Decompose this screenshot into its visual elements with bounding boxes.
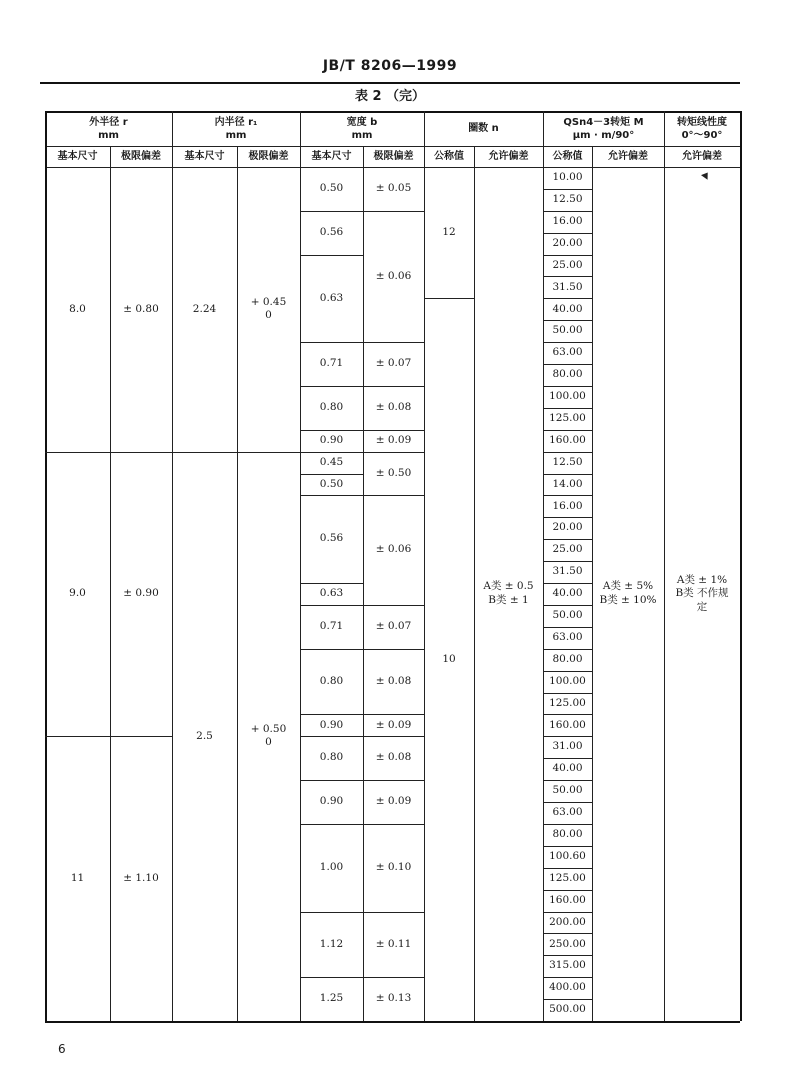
- table-caption: 表 2 （完）: [354, 89, 426, 104]
- row-divider: [300, 211, 363, 212]
- row-divider: [45, 452, 172, 453]
- row-divider: [543, 342, 592, 343]
- row-divider: [543, 430, 592, 431]
- row-divider: [300, 495, 363, 496]
- width-tolerance: ± 0.09: [375, 433, 412, 446]
- column-divider: [664, 111, 665, 1021]
- torque-nominal: 100.60: [549, 849, 586, 862]
- row-divider: [363, 714, 424, 715]
- row-divider: [543, 211, 592, 212]
- row-divider: [543, 233, 592, 234]
- outer-radius-tolerance: ± 0.80: [123, 302, 159, 315]
- width-size: 1.25: [319, 992, 344, 1005]
- width-size: 0.63: [319, 587, 344, 600]
- row-divider: [543, 255, 592, 256]
- torque-nominal: 250.00: [549, 937, 586, 950]
- row-divider: [300, 736, 363, 737]
- row-divider: [363, 386, 424, 387]
- width-size: 0.90: [319, 433, 344, 446]
- row-divider: [543, 452, 592, 453]
- outer-radius-tolerance: ± 0.90: [123, 587, 159, 600]
- row-divider: [543, 474, 592, 475]
- row-divider: [363, 452, 424, 453]
- outer-radius-size: 11: [70, 871, 85, 884]
- header-bottom-rule: [45, 167, 740, 168]
- torque-nominal: 63.00: [552, 346, 583, 359]
- row-divider: [543, 189, 592, 190]
- row-divider: [543, 714, 592, 715]
- column-divider: [424, 111, 425, 1021]
- row-divider: [363, 605, 424, 606]
- width-tolerance: ± 0.05: [375, 182, 412, 195]
- row-divider: [543, 276, 592, 277]
- torque-nominal: 20.00: [552, 236, 583, 249]
- torque-nominal: 31.00: [552, 740, 583, 753]
- row-divider: [543, 758, 592, 759]
- column-divider: [172, 111, 173, 1021]
- torque-nominal: 40.00: [552, 762, 583, 775]
- row-divider: [300, 583, 363, 584]
- torque-nominal: 80.00: [552, 368, 583, 381]
- column-subheader: 基本尺寸: [57, 151, 98, 162]
- torque-nominal: 10.00: [552, 171, 583, 184]
- width-tolerance: ± 0.13: [375, 992, 412, 1005]
- column-subheader: 公称值: [434, 151, 464, 162]
- torque-nominal: 40.00: [552, 302, 583, 315]
- inner-radius-size: 2.24: [192, 302, 217, 315]
- torque-nominal: 100.00: [549, 674, 586, 687]
- row-divider: [300, 912, 363, 913]
- subheader-rule: [45, 146, 740, 147]
- torque-nominal: 50.00: [552, 609, 583, 622]
- row-divider: [363, 342, 424, 343]
- torque-nominal: 400.00: [549, 981, 586, 994]
- width-tolerance: ± 0.11: [375, 937, 412, 950]
- row-divider: [543, 933, 592, 934]
- row-divider: [424, 298, 474, 299]
- column-subheader: 极限偏差: [248, 151, 289, 162]
- column-divider: [592, 146, 593, 1021]
- column-subheader: 极限偏差: [373, 151, 414, 162]
- torque-nominal: 20.00: [552, 521, 583, 534]
- row-divider: [45, 736, 172, 737]
- turns-tolerance: A类 ± 0.5 B类 ± 1: [483, 580, 534, 606]
- row-divider: [543, 495, 592, 496]
- column-divider: [237, 146, 238, 1021]
- column-subheader: 允许偏差: [682, 151, 722, 162]
- column-divider: [300, 111, 301, 1021]
- row-divider: [300, 649, 363, 650]
- torque-nominal: 125.00: [549, 696, 586, 709]
- width-tolerance: ± 0.07: [375, 620, 412, 632]
- linearity-tolerance: A类 ± 1% B类 不作规 定: [675, 573, 729, 613]
- width-tolerance: ± 0.06: [375, 543, 412, 556]
- page-number: 6: [58, 1042, 66, 1056]
- row-divider: [543, 298, 592, 299]
- torque-nominal: 25.00: [552, 258, 583, 271]
- width-size: 1.12: [319, 937, 344, 950]
- torque-nominal: 12.50: [552, 455, 583, 468]
- inner-radius-size: 2.5: [196, 729, 213, 742]
- width-tolerance: ± 0.09: [375, 795, 412, 808]
- row-divider: [543, 846, 592, 847]
- row-divider: [300, 430, 363, 431]
- column-divider: [543, 111, 544, 1021]
- row-divider: [363, 977, 424, 978]
- width-size: 0.71: [319, 357, 344, 370]
- column-divider: [363, 146, 364, 1021]
- row-divider: [363, 211, 424, 212]
- row-divider: [363, 736, 424, 737]
- row-divider: [543, 890, 592, 891]
- torque-nominal: 160.00: [549, 718, 586, 731]
- row-divider: [543, 561, 592, 562]
- row-divider: [543, 824, 592, 825]
- row-divider: [543, 539, 592, 540]
- torque-nominal: 160.00: [549, 893, 586, 906]
- turns-nominal: 12: [442, 225, 456, 238]
- torque-nominal: 16.00: [552, 214, 583, 227]
- torque-nominal: 50.00: [552, 324, 583, 337]
- column-subheader: 基本尺寸: [311, 151, 352, 162]
- width-tolerance: ± 0.10: [375, 860, 412, 873]
- row-divider: [543, 955, 592, 956]
- torque-nominal: 315.00: [549, 959, 586, 972]
- width-tolerance: ± 0.50: [375, 466, 412, 479]
- row-divider: [543, 364, 592, 365]
- column-subheader: 基本尺寸: [184, 151, 225, 162]
- width-size: 0.90: [319, 718, 344, 731]
- width-size: 0.80: [319, 674, 344, 687]
- row-divider: [300, 824, 363, 825]
- column-subheader: 允许偏差: [608, 151, 648, 162]
- row-divider: [543, 320, 592, 321]
- row-divider: [363, 824, 424, 825]
- row-divider: [300, 452, 363, 453]
- width-tolerance: ± 0.06: [375, 269, 412, 282]
- torque-nominal: 100.00: [549, 390, 586, 403]
- torque-nominal: 80.00: [552, 828, 583, 841]
- row-divider: [300, 255, 363, 256]
- width-tolerance: ± 0.08: [375, 751, 412, 764]
- width-size: 0.63: [319, 291, 344, 304]
- width-size: 0.90: [319, 795, 344, 808]
- row-divider: [363, 912, 424, 913]
- torque-nominal: 31.50: [552, 565, 583, 578]
- row-divider: [363, 780, 424, 781]
- row-divider: [543, 583, 592, 584]
- row-divider: [300, 342, 363, 343]
- row-divider: [543, 736, 592, 737]
- row-divider: [543, 977, 592, 978]
- torque-nominal: 31.50: [552, 280, 583, 293]
- row-divider: [543, 868, 592, 869]
- column-divider: [110, 146, 111, 1021]
- column-subheader: 允许偏差: [488, 151, 529, 162]
- row-divider: [300, 386, 363, 387]
- width-tolerance: ± 0.07: [375, 357, 412, 370]
- width-tolerance: ± 0.08: [375, 674, 412, 687]
- width-size: 0.56: [319, 532, 344, 545]
- row-divider: [543, 649, 592, 650]
- turns-nominal: 10: [442, 652, 456, 665]
- column-group-header: 转矩线性度 0°～90°: [677, 116, 727, 141]
- row-divider: [543, 912, 592, 913]
- row-divider: [543, 780, 592, 781]
- document-code: JB/T 8206—1999: [322, 58, 458, 74]
- outer-radius-size: 8.0: [69, 302, 86, 315]
- width-size: 0.56: [319, 225, 344, 238]
- width-size: 0.80: [319, 401, 344, 414]
- row-divider: [543, 605, 592, 606]
- column-divider: [474, 146, 475, 1021]
- row-divider: [543, 517, 592, 518]
- torque-nominal: 200.00: [549, 915, 586, 928]
- torque-nominal: 80.00: [552, 652, 583, 665]
- width-size: 1.00: [319, 860, 344, 873]
- width-size: 0.45: [319, 455, 344, 468]
- row-divider: [543, 999, 592, 1000]
- torque-nominal: 16.00: [552, 499, 583, 512]
- row-divider: [543, 627, 592, 628]
- column-group-header: 圈数 n: [468, 123, 499, 134]
- torque-nominal: 500.00: [549, 1003, 586, 1016]
- inner-radius-tolerance: + 0.50 0: [250, 722, 287, 749]
- torque-tolerance: A类 ± 5% B类 ± 10%: [599, 580, 657, 606]
- row-divider: [300, 474, 363, 475]
- column-group-header: 宽度 b mm: [346, 116, 378, 141]
- column-group-header: 外半径 r mm: [89, 116, 128, 141]
- row-divider: [300, 780, 363, 781]
- inner-radius-tolerance: + 0.45 0: [250, 295, 287, 322]
- torque-nominal: 25.00: [552, 543, 583, 556]
- row-divider: [363, 649, 424, 650]
- row-divider: [172, 452, 300, 453]
- table-left-border: [45, 111, 47, 1021]
- torque-nominal: 40.00: [552, 587, 583, 600]
- width-size: 0.71: [319, 620, 344, 632]
- outer-radius-size: 9.0: [69, 587, 86, 600]
- torque-nominal: 63.00: [552, 630, 583, 643]
- torque-nominal: 63.00: [552, 806, 583, 819]
- width-size: 0.50: [319, 477, 344, 490]
- row-divider: [543, 693, 592, 694]
- torque-nominal: 50.00: [552, 784, 583, 797]
- torque-nominal: 160.00: [549, 433, 586, 446]
- table-top-border: [45, 111, 740, 113]
- row-divider: [543, 408, 592, 409]
- row-divider: [300, 977, 363, 978]
- table-bottom-border: [45, 1021, 740, 1023]
- torque-nominal: 12.50: [552, 193, 583, 206]
- torque-nominal: 125.00: [549, 871, 586, 884]
- torque-nominal: 14.00: [552, 477, 583, 490]
- column-group-header: QSn4－3转矩 M μm · m/90°: [563, 116, 644, 141]
- table-right-border: [740, 111, 742, 1021]
- row-divider: [300, 714, 363, 715]
- width-size: 0.50: [319, 182, 344, 195]
- width-tolerance: ± 0.08: [375, 401, 412, 414]
- outer-radius-tolerance: ± 1.10: [123, 871, 159, 884]
- width-size: 0.80: [319, 751, 344, 764]
- row-divider: [363, 430, 424, 431]
- torque-nominal: 125.00: [549, 411, 586, 424]
- width-tolerance: ± 0.09: [375, 718, 412, 731]
- row-divider: [543, 386, 592, 387]
- column-subheader: 公称值: [552, 151, 583, 162]
- row-divider: [543, 671, 592, 672]
- row-divider: [363, 495, 424, 496]
- column-group-header: 内半径 r₁ mm: [214, 116, 258, 141]
- column-subheader: 极限偏差: [121, 151, 161, 162]
- row-divider: [300, 605, 363, 606]
- row-divider: [543, 802, 592, 803]
